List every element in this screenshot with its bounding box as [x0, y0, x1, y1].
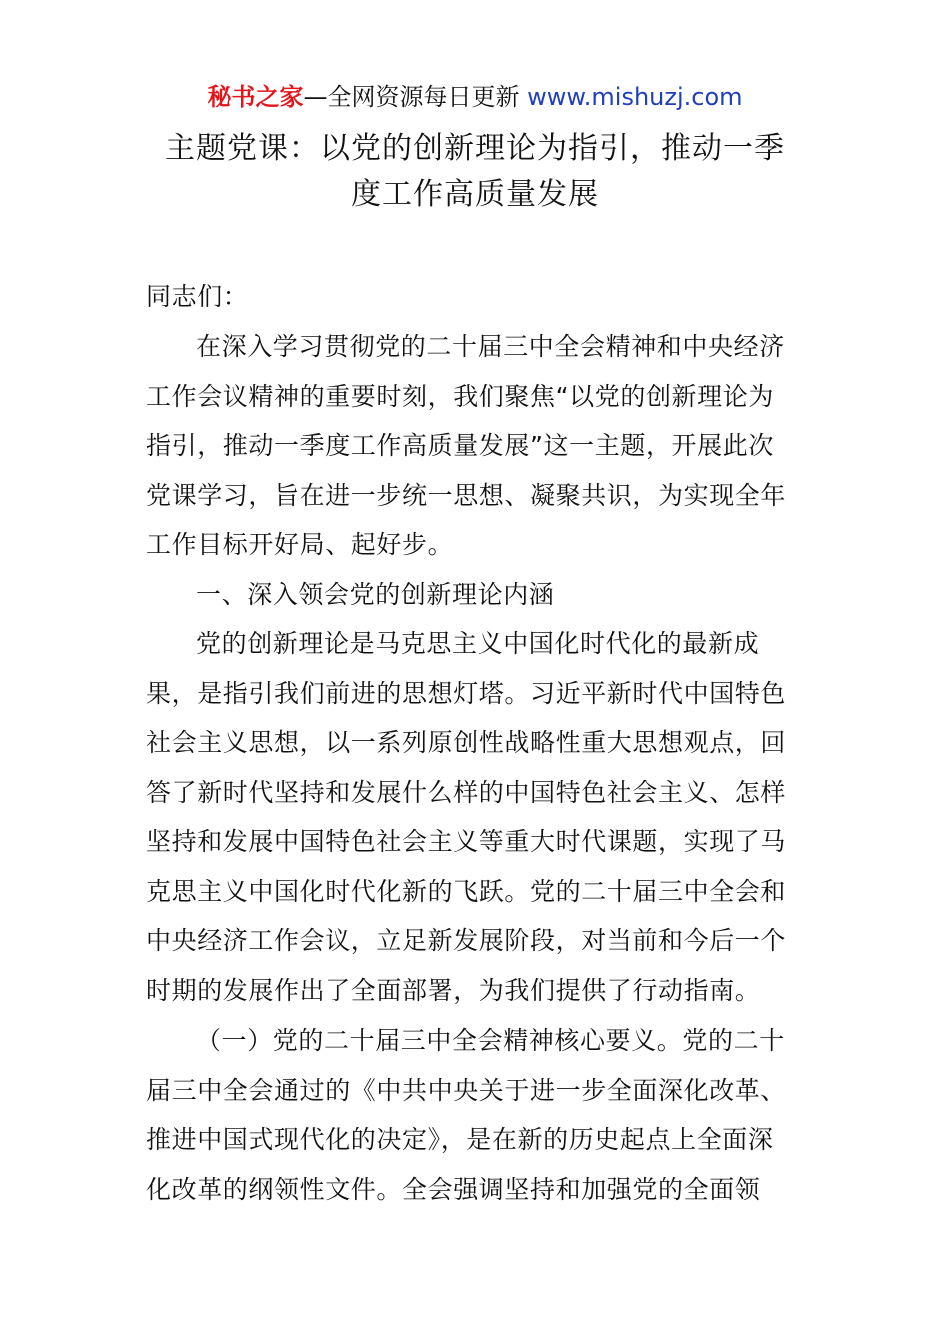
greeting — [146, 272, 806, 322]
title-line: 度工作高质量发展 — [351, 177, 599, 212]
section-heading-text: 一、深入领会党的创新理论内涵 — [196, 580, 555, 609]
paragraph-line: 时期的发展作出了全面部署，为我们提供了行动指南。 — [146, 975, 761, 1005]
paragraph-line: 社会主义思想，以一系列原创性战略性重大思想观点，回 — [146, 728, 787, 757]
paragraph-line: 答了新时代坚持和发展什么样的中国特色社会主义、怎样 — [146, 777, 787, 807]
paragraph-line: 在深入学习贯彻党的二十届三中全会精神和中央经济 — [196, 332, 785, 361]
paragraph-line: 党的创新理论是马克思主义中国化时代化的最新成 — [196, 629, 760, 658]
paragraph-line: 指引，推动一季度工作高质量发展”这一主题，开展此次 — [146, 431, 774, 460]
document-title — [120, 126, 830, 218]
paragraph-line: 工作目标开好局、起好步。 — [146, 530, 454, 559]
paragraph-line: 坚持和发展中国特色社会主义等重大时代课题，实现了马 — [146, 827, 787, 856]
paragraph-line: 克思主义中国化时代化新的飞跃。党的二十届三中全会和 — [146, 876, 787, 906]
paragraph-theory — [146, 619, 806, 1015]
section-heading — [146, 570, 806, 620]
paragraph-line: 果，是指引我们前进的思想灯塔。习近平新时代中国特色 — [146, 678, 787, 708]
paragraph-line: 党课学习，旨在进一步统一思想、凝聚共识，为实现全年 — [146, 480, 787, 510]
title-line: 主题党课：以党的创新理论为指引，推动一季 — [165, 131, 785, 166]
paragraph-line: 化改革的纲领性文件。全会强调坚持和加强党的全面领 — [146, 1174, 761, 1204]
site-tagline: —全网资源每日更新 — [303, 83, 528, 111]
site-header — [0, 80, 950, 114]
paragraph-line: 中央经济工作会议，立足新发展阶段，对当前和今后一个 — [146, 926, 787, 955]
paragraph-plenum — [146, 1016, 806, 1214]
greeting-text: 同志们： — [146, 282, 249, 311]
site-url-link[interactable]: www.mishuzj.com — [527, 83, 743, 111]
site-name: 秘书之家 — [207, 83, 304, 111]
paragraph-line: 推进中国式现代化的决定》，是在新的历史起点上全面深 — [146, 1125, 774, 1154]
paragraph-intro — [146, 322, 806, 570]
paragraph-line: （一）党的二十届三中全会精神核心要义。党的二十 — [196, 1026, 785, 1055]
paragraph-line: 届三中全会通过的《中共中央关于进一步全面深化改革、 — [146, 1075, 787, 1105]
paragraph-line: 工作会议精神的重要时刻，我们聚焦“以党的创新理论为 — [146, 381, 774, 411]
